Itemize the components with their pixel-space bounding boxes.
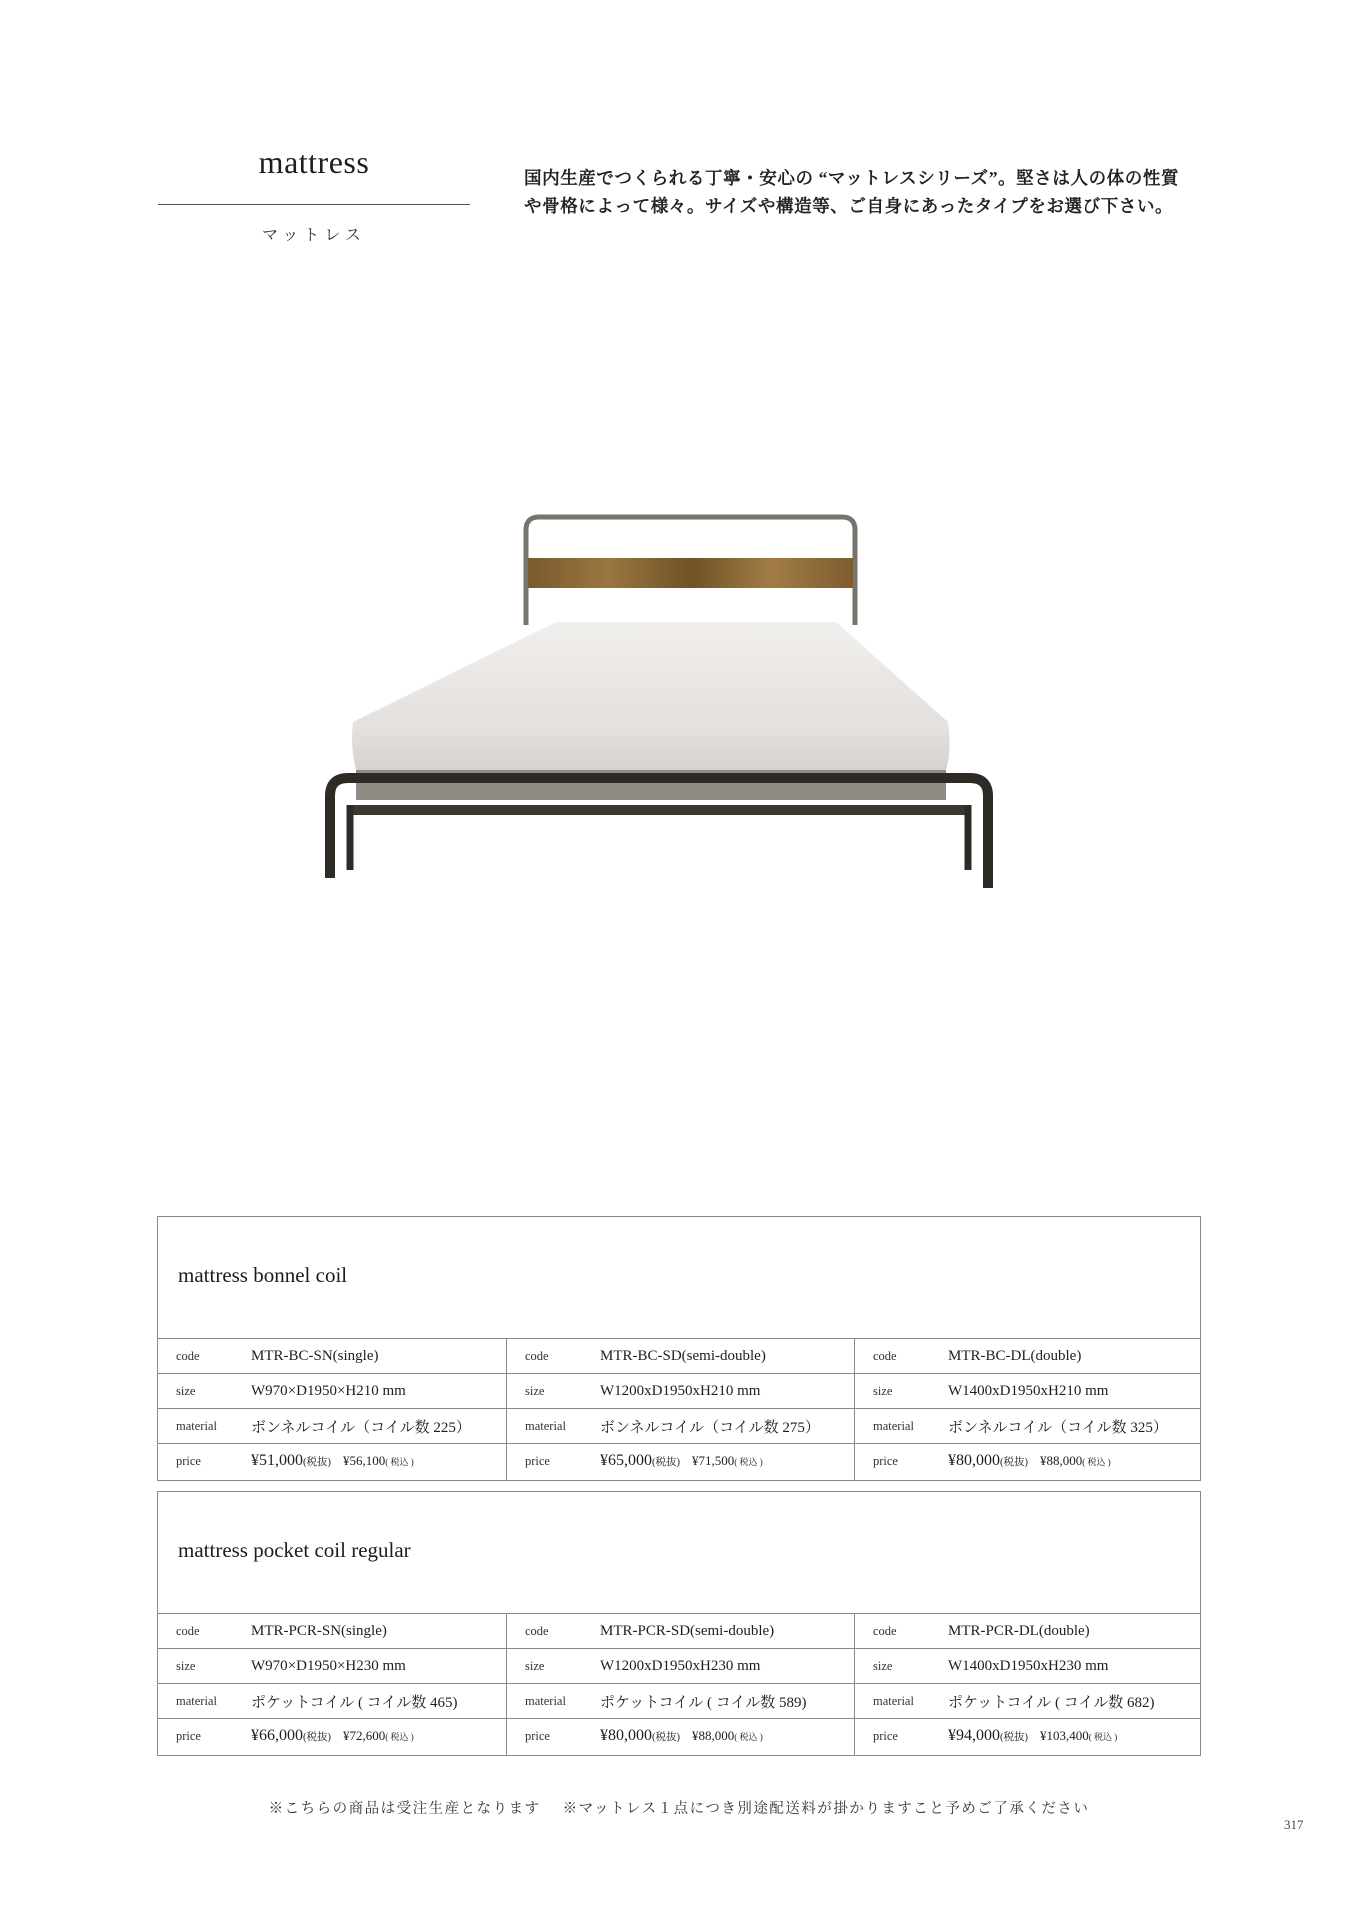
tax-incl-label: ( 税込 ) [734,1732,763,1742]
spec-value: W1200xD1950xH210 mm [600,1382,761,1399]
spec-row-price [855,1443,1200,1478]
tax-incl-label: ( 税込 ) [385,1457,414,1467]
spec-label: code [176,1623,200,1638]
spec-row-size [855,1648,1200,1683]
spec-label: code [873,1348,897,1363]
spec-column-double [854,1338,1200,1481]
spec-row-size [158,1648,506,1683]
spec-row-code [507,1338,854,1373]
spec-value: MTR-PCR-SN(single) [251,1622,387,1639]
spec-label: material [176,1693,217,1708]
mattress-top [353,622,948,722]
tax-excl-label: (税抜) [303,1457,331,1468]
intro-text [524,164,1224,220]
tax-incl-label: ( 税込 ) [1082,1457,1111,1467]
spec-label: price [176,1728,201,1743]
spec-value: ポケットコイル ( コイル数 589) [600,1694,807,1711]
spec-value: ボンネルコイル（コイル数 275） [600,1419,820,1436]
title-divider [158,204,470,205]
spec-row-price [158,1718,506,1753]
spec-label: material [525,1693,566,1708]
spec-column-double [854,1613,1200,1756]
spec-value: ポケットコイル ( コイル数 465) [251,1694,458,1711]
spec-row-material [158,1408,506,1443]
price-excl: ¥94,000 [948,1727,1000,1744]
product-panel-pocket-coil-regular [157,1491,1201,1756]
spec-value: W1400xD1950xH210 mm [948,1382,1109,1399]
spec-label: code [176,1348,200,1363]
spec-value: MTR-PCR-SD(semi-double) [600,1622,775,1639]
spec-row-code [855,1338,1200,1373]
spec-label: material [873,1418,914,1433]
price-incl: ¥103,400 [1040,1728,1089,1743]
spec-row-material [855,1408,1200,1443]
spec-row-price [855,1718,1200,1753]
spec-table [158,1613,1200,1756]
tax-incl-label: ( 税込 ) [734,1457,763,1467]
spec-label: price [873,1453,898,1468]
price-incl: ¥56,100 [343,1453,386,1468]
spec-row-price [158,1443,506,1478]
tax-excl-label: (税抜) [1000,1732,1028,1743]
spec-label: size [525,1383,545,1398]
spec-column-semi-double [506,1613,854,1756]
footnote-made-to-order: ※こちらの商品は受注生産となります [268,1801,541,1817]
price-value [600,1452,763,1470]
spec-row-material [507,1683,854,1718]
spec-label: price [525,1728,550,1743]
price-value [251,1727,414,1745]
price-excl: ¥65,000 [600,1452,652,1469]
spec-value: W1400xD1950xH230 mm [948,1657,1109,1674]
price-incl: ¥72,600 [343,1728,386,1743]
price-value [251,1452,414,1470]
panel-title: mattress pocket coil regular [178,1538,411,1562]
price-value [948,1452,1111,1470]
footnote [0,1797,1358,1818]
spec-row-code [158,1338,506,1373]
spec-label: code [873,1623,897,1638]
page-number: 317 [1284,1817,1304,1832]
tax-excl-label: (税抜) [652,1732,680,1743]
spec-label: size [176,1383,196,1398]
spec-column-single [158,1613,506,1756]
price-excl: ¥80,000 [948,1452,1000,1469]
spec-row-price [507,1718,854,1753]
footnote-shipping: ※マットレス１点につき別途配送料が掛かりますこと予めご了承ください [562,1801,1090,1817]
spec-value: MTR-BC-DL(double) [948,1347,1082,1364]
spec-row-price [507,1443,854,1478]
spec-row-size [507,1373,854,1408]
spec-label: material [525,1418,566,1433]
tax-incl-label: ( 税込 ) [385,1732,414,1742]
spec-row-size [855,1373,1200,1408]
spec-value: MTR-PCR-DL(double) [948,1622,1090,1639]
spec-label: material [176,1418,217,1433]
headboard-wood-panel [528,558,853,588]
spec-row-size [158,1373,506,1408]
spec-label: code [525,1623,549,1638]
spec-row-material [507,1408,854,1443]
tax-excl-label: (税抜) [652,1457,680,1468]
spec-value: W970×D1950×H230 mm [251,1657,406,1674]
spec-row-material [158,1683,506,1718]
price-excl: ¥51,000 [251,1452,303,1469]
spec-value: ボンネルコイル（コイル数 325） [948,1419,1168,1436]
panel-title: mattress bonnel coil [178,1263,348,1287]
page-title: mattress [258,144,370,180]
spec-column-single [158,1338,506,1481]
spec-label: price [176,1453,201,1468]
spec-table [158,1338,1200,1481]
spec-value: W1200xD1950xH230 mm [600,1657,761,1674]
price-incl: ¥88,000 [1040,1453,1083,1468]
spec-row-size [507,1648,854,1683]
price-incl: ¥71,500 [692,1453,735,1468]
tax-excl-label: (税抜) [303,1732,331,1743]
spec-value: ポケットコイル ( コイル数 682) [948,1694,1155,1711]
page-subtitle: マットレス [262,227,366,244]
mattress-side [352,722,950,770]
spec-value: MTR-BC-SN(single) [251,1347,379,1364]
spec-value: ボンネルコイル（コイル数 225） [251,1419,471,1436]
spec-value: W970×D1950×H210 mm [251,1382,406,1399]
tax-incl-label: ( 税込 ) [1088,1732,1118,1742]
price-incl: ¥88,000 [692,1728,735,1743]
price-value [948,1727,1117,1745]
spec-label: size [176,1658,196,1673]
spec-value: MTR-BC-SD(semi-double) [600,1347,766,1364]
spec-label: size [525,1658,545,1673]
spec-row-code [855,1613,1200,1648]
product-panel-bonnel-coil [157,1216,1201,1481]
spec-row-material [855,1683,1200,1718]
price-value [600,1727,763,1745]
bed-product-photo [320,500,1040,960]
intro-line-2: や骨格によって様々。サイズや構造等、ご自身にあったタイプをお選び下さい。 [524,196,1174,216]
spec-label: material [873,1693,914,1708]
spec-label: size [873,1383,893,1398]
spec-column-semi-double [506,1338,854,1481]
spec-label: code [525,1348,549,1363]
spec-label: price [873,1728,898,1743]
spec-label: size [873,1658,893,1673]
price-excl: ¥80,000 [600,1727,652,1744]
spec-label: price [525,1453,550,1468]
spec-row-code [158,1613,506,1648]
price-excl: ¥66,000 [251,1727,303,1744]
intro-line-1: 国内生産でつくられる丁寧・安心の “マットレスシリーズ”。堅さは人の体の性質 [524,168,1180,188]
spec-row-code [507,1613,854,1648]
tax-excl-label: (税抜) [1000,1457,1028,1468]
